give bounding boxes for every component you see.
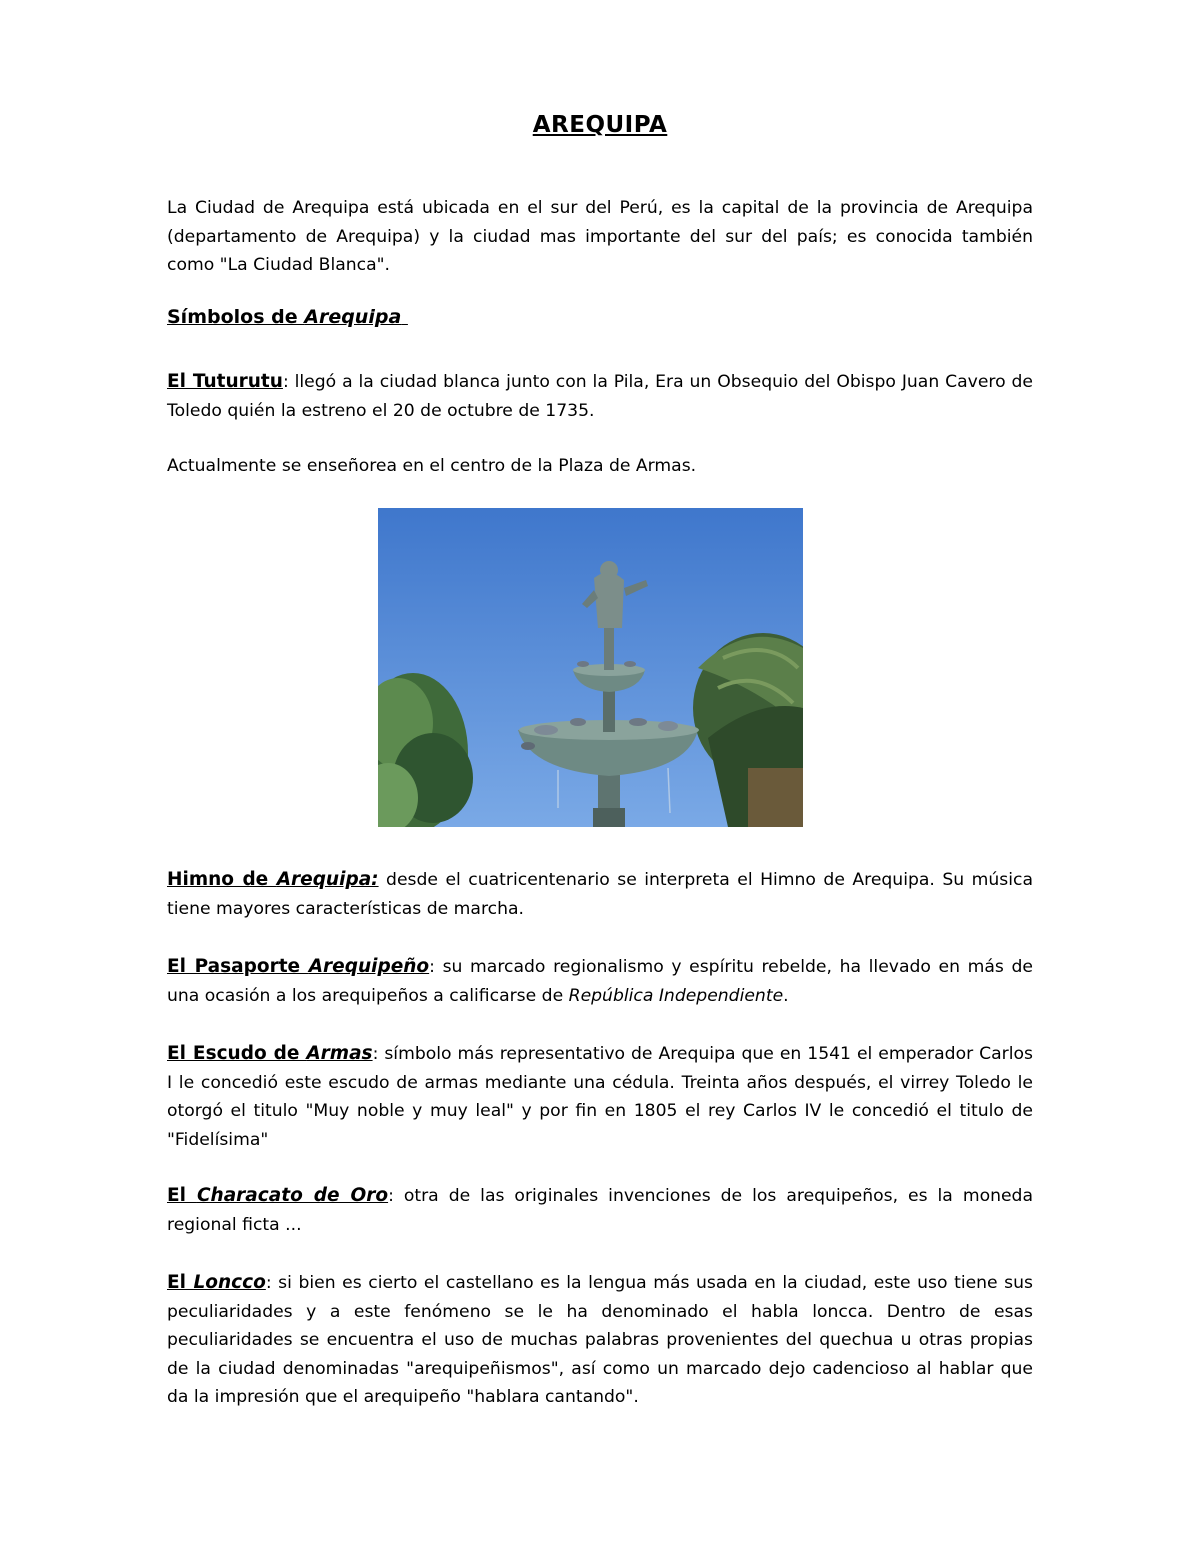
himno-text: desde el cuatricentenario se interpreta el Himno de Arequipa. Su música tiene mayores características de marcha. xyxy=(167,870,1034,919)
loncco-term: El xyxy=(167,1272,194,1293)
intro-paragraph: La Ciudad de Arequipa está ubicada en el sur del Perú, es la capital de la provincia de Arequipa (departamento de Arequipa) y la ciudad mas importante del sur del país; es conocida también como "La Ciudad Blanca". xyxy=(167,198,1033,275)
himno-paragraph xyxy=(167,866,1033,923)
characato-term-name: Characato de Oro xyxy=(196,1185,389,1206)
tuturutu-paragraph xyxy=(167,368,1033,425)
characato-paragraph xyxy=(167,1182,1033,1239)
escudo-colon: : xyxy=(372,1044,379,1064)
characato-text: otra de las originales invenciones de los arequipeños, es la moneda regional ficta ... xyxy=(167,1186,1033,1235)
page-title: AREQUIPA xyxy=(532,112,668,138)
tuturutu-term: El Tuturutu xyxy=(167,371,283,392)
himno-term: Himno de xyxy=(167,869,277,890)
escudo-text: símbolo más representativo de Arequipa que en 1541 el emperador Carlos I le concedió este escudo de armas mediante una cédula. Treinta años después, el virrey Toledo le otorgó el titulo "Muy noble y muy leal" y por fin en 1805 el rey Carlos IV le concedió el titulo de "Fidelísima" xyxy=(167,1044,1033,1150)
symbols-heading-trail xyxy=(401,306,408,328)
characato-term: El xyxy=(167,1185,197,1206)
escudo-term-place: Armas xyxy=(306,1043,373,1064)
pasaporte-text: su marcado regionalismo y espíritu rebelde, ha llevado en más de una ocasión a los arequipeños a calificarse de xyxy=(167,957,1033,1006)
tuturutu-text: llegó a la ciudad blanca junto con la Pila, Era un Obsequio del Obispo Juan Cavero de Toledo quién la estreno el 20 de octubre de 1735. xyxy=(167,372,1033,421)
plaza-paragraph: Actualmente se enseñorea en el centro de la Plaza de Armas. xyxy=(167,456,697,476)
loncco-colon: : xyxy=(265,1273,272,1293)
characato-colon: : xyxy=(388,1186,394,1206)
symbols-heading-text: Símbolos de xyxy=(167,306,305,328)
escudo-term: El Escudo de xyxy=(167,1043,307,1064)
symbols-heading-place: Arequipa xyxy=(304,306,402,328)
tuturutu-colon: : xyxy=(282,372,289,392)
fountain-photo xyxy=(378,508,803,827)
symbols-heading xyxy=(167,306,408,328)
pasaporte-colon: : xyxy=(429,957,435,977)
escudo-paragraph xyxy=(167,1040,1033,1154)
himno-term-place: Arequipa: xyxy=(276,869,379,890)
fountain-photo-svg xyxy=(378,508,803,827)
pasaporte-term: El Pasaporte xyxy=(167,956,309,977)
loncco-text: si bien es cierto el castellano es la lengua más usada en la ciudad, este uso tiene sus peculiaridades y a este fenómeno se le ha denominado el habla loncca. Dentro de esas peculiaridades se encuentra el uso de muchas palabras provenientes del quechua u otras propias de la ciudad denominadas "arequipeñismos", así como un marcado dejo cadencioso al hablar que da la impresión que el arequipeño "hablara cantando". xyxy=(167,1273,1033,1407)
loncco-paragraph xyxy=(167,1269,1033,1412)
loncco-term-name: Loncco xyxy=(193,1272,266,1293)
pasaporte-term-place: Arequipeño xyxy=(308,956,430,977)
pasaporte-end: . xyxy=(783,985,789,1006)
pasaporte-paragraph xyxy=(167,953,1033,1010)
pasaporte-italic: República Independiente xyxy=(568,985,784,1006)
